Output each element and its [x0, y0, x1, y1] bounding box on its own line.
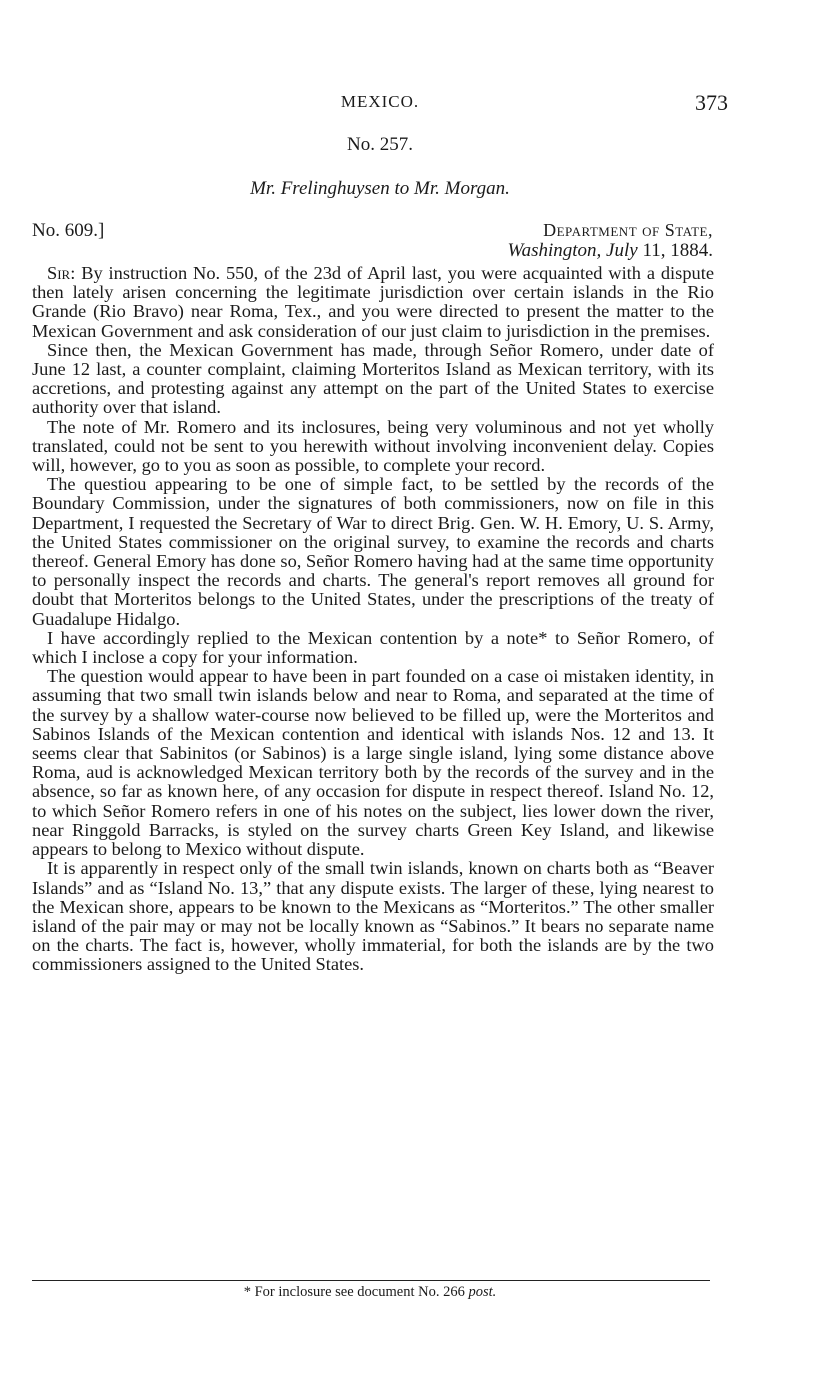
- paragraph: [32, 264, 714, 341]
- paragraph: Since then, the Mexican Government has made, through Señor Romero, under date of June 12 last, a counter complaint, claiming Morteritos Island as Mexican territory, with its accretions, and protesting against any attempt on the part of the United States to exercise authority over that island.: [32, 339, 714, 418]
- running-title: MEXICO.: [340, 92, 420, 111]
- page-number: 373: [695, 90, 728, 115]
- date-month: July: [606, 240, 638, 261]
- running-head: [0, 90, 832, 114]
- footnote-suffix: post.: [468, 1284, 497, 1300]
- footnote: [0, 1284, 740, 1301]
- paragraph: The questiou appearing to be one of simple fact, to be settled by the records of the Boundary Commission, under the signatures of both commissioners, now on file in this Department, I requested the Secretary of War to direct Brig. Gen. W. H. Emory, U. S. Army, the United States commissioner on the original survey, to examine the records and charts thereof. General Emory has done so, Señor Romero having had at the same time opportunity to personally inspect the records and charts. The general's report removes all ground for doubt that Morteritos belongs to the United States, under the prescriptions of the treaty of Guadalupe Hidalgo.: [32, 474, 714, 629]
- salutation: Sir:: [47, 263, 76, 283]
- department-line: Department of State,: [543, 220, 713, 240]
- paragraph: I have accordingly replied to the Mexican contention by a note* to Señor Romero, of which I inclose a copy for your information.: [32, 627, 714, 668]
- footnote-text: * For inclosure see document No. 266: [243, 1284, 465, 1300]
- date-rest: 11, 1884.: [637, 240, 713, 261]
- paragraph-text: By instruction No. 550, of the 23d of April last, you were acquainted with a dispute then lately arisen concerning the legitimate jurisdiction over certain islands in the Rio Grande (Rio Bravo) near Roma, Tex., and you were directed to present the matter to the Mexican Government and ask consideration of our just claim to jurisdiction in the premises.: [32, 263, 714, 341]
- place: Washington,: [507, 240, 602, 261]
- footnote-rule: [32, 1280, 710, 1281]
- letter-body: [32, 264, 714, 975]
- place-date-line: [300, 240, 713, 262]
- paragraph: The note of Mr. Romero and its inclosures, being very voluminous and not yet wholly translated, could not be sent to you herewith without involving inconvenient delay. Copies will, however, go to you as soon as possible, to complete your record.: [32, 416, 714, 476]
- reference-number: No. 609.]: [32, 220, 105, 241]
- document-headline: Mr. Frelinghuysen to Mr. Morgan.: [250, 178, 510, 199]
- paragraph: The question would appear to have been in part founded on a case oi mistaken identity, in assuming that two small twin islands below and near to Roma, and separated at the time of the survey by a shallow water-course now believed to be filled up, were the Morteritos and Sabinos Islands of the Mexican contention and identical with islands Nos. 12 and 13. It seems clear that Sabinitos (or Sabinos) is a large single island, lying some distance above Roma, aud is acknowledged Mexican territory both by the records of the survey and in the absence, so far as known here, of any occasion for dispute in respect thereof. Island No. 12, to which Señor Romero refers in one of his notes on the subject, lies lower down the river, near Ringgold Barracks, is styled on the survey charts Green Key Island, and likewise appears to belong to Mexico without dispute.: [32, 666, 714, 860]
- paragraph: It is apparently in respect only of the small twin islands, known on charts both as “Beaver Islands” and as “Island No. 13,” that any dispute exists. The larger of these, lying nearest to the Mexican shore, appears to be known to the Mexicans as “Morteritos.” The other smaller island of the pair may or may not be locally known as “Sabinos.” It bears no separate name on the charts. The fact is, however, wholly immaterial, for both the islands are by the two commissioners assigned to the United States.: [32, 858, 714, 975]
- document-number: No. 257.: [347, 134, 413, 155]
